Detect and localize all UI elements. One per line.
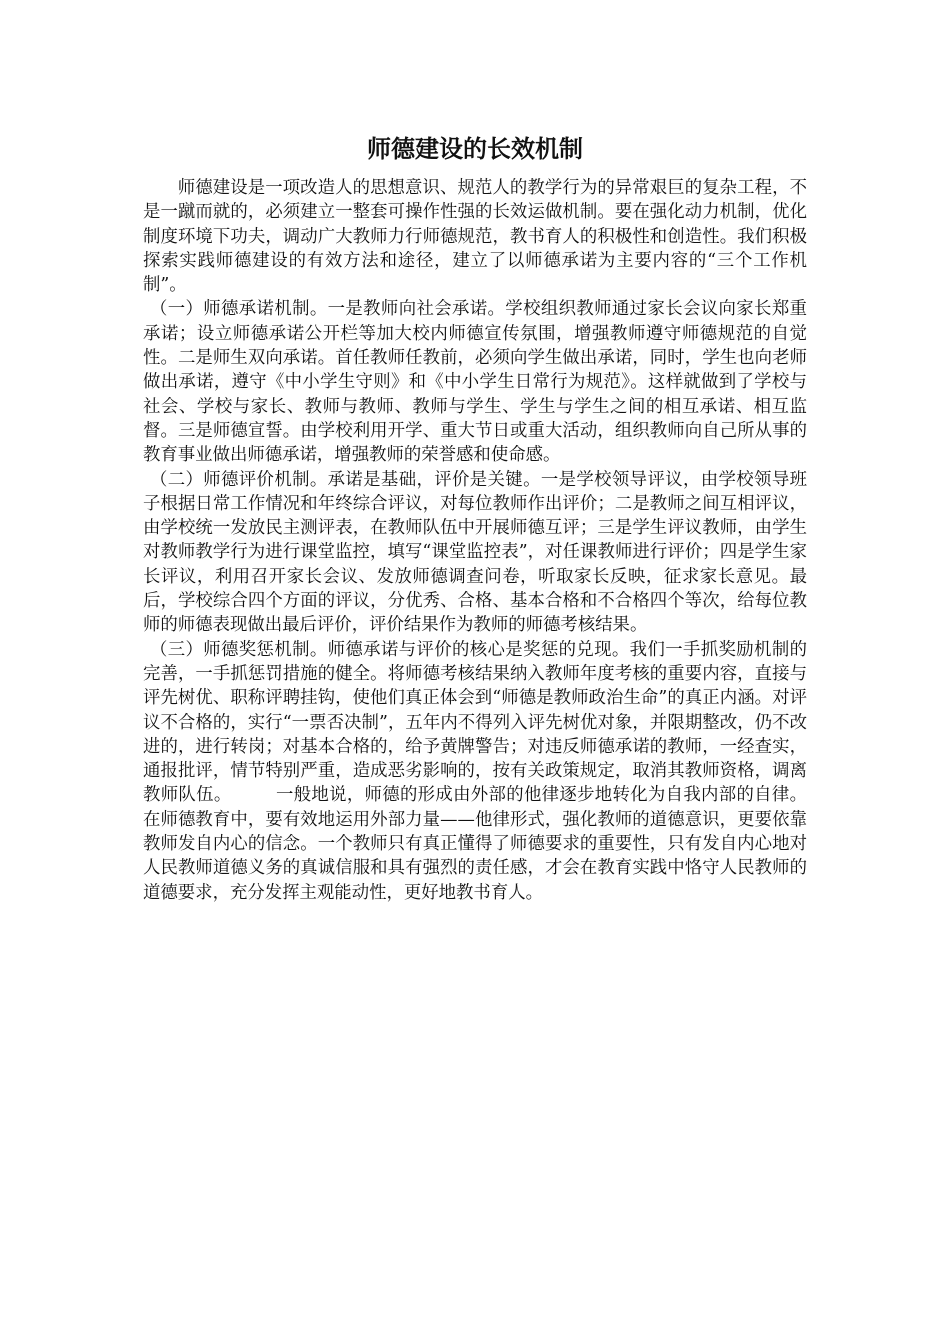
document-title: 师德建设的长效机制 [367, 135, 583, 163]
document-body [143, 128, 807, 905]
reward-punishment-mechanism-paragraph: （三）师德奖惩机制。师德承诺与评价的核心是奖惩的兑现。我们一手抓奖励机制的完善，一手抓惩罚措施的健全。将师德考核结果纳入教师年度考核的重要内容，直接与评先树优、职称评聘挂钩，使他们真正体会到“师德是教师政治生命”的真正内涵。对评议不合格的，实行“一票否决制”，五年内不得列入评先树优对象，并限期整改，仍不改进的，进行转岗；对基本合格的，给予黄牌警告；对违反师德承诺的教师，一经查实，通报批评，情节特别严重，造成恶劣影响的，按有关政策规定，取消其教师资格，调离教师队伍。 一般地说，师德的形成由外部的他律逐步地转化为自我内部的自律。在师德教育中，要有效地运用外部力量——他律形式，强化教师的道德意识，更要依靠教师发自内心的信念。一个教师只有真正懂得了师德要求的重要性，只有发自内心地对人民教师道德义务的真诚信服和具有强烈的责任感，才会在教育实践中恪守人民教师的道德要求，充分发挥主观能动性，更好地教书育人。 [143, 639, 807, 903]
evaluation-mechanism-paragraph: （二）师德评价机制。承诺是基础，评价是关键。一是学校领导评议，由学校领导班子根据日常工作情况和年终综合评议，对每位教师作出评价；二是教师之间互相评议，由学校统一发放民主测评表，在教师队伍中开展师德互评；三是学生评议教师，由学生对教师教学行为进行课堂监控，填写“课堂监控表”，对任课教师进行评价；四是学生家长评议，利用召开家长会议、发放师德调查问卷，听取家长反映，征求家长意见。最后，学校综合四个方面的评议，分优秀、合格、基本合格和不合格四个等次，给每位教师的师德表现做出最后评价，评价结果作为教师的师德考核结果。 [143, 469, 807, 636]
commitment-mechanism-paragraph: （一）师德承诺机制。一是教师向社会承诺。学校组织教师通过家长会议向家长郑重承诺；设立师德承诺公开栏等加大校内师德宣传氛围，增强教师遵守师德规范的自觉性。二是师生双向承诺。首任教师任教前，必须向学生做出承诺，同时，学生也向老师做出承诺，遵守《中小学生守则》和《中小学生日常行为规范》。这样就做到了学校与社会、学校与家长、教师与教师、教师与学生、学生与学生之间的相互承诺、相互监督。三是师德宣誓。由学校利用开学、重大节日或重大活动，组织教师向自己所从事的教育事业做出师德承诺，增强教师的荣誉感和使命感。 [143, 299, 807, 466]
intro-paragraph: 师德建设是一项改造人的思想意识、规范人的教学行为的异常艰巨的复杂工程，不是一蹴而就的，必须建立一整套可操作性强的长效运做机制。要在强化动力机制，优化制度环境下功夫，调动广大教师力行师德规范，教书育人的积极性和创造性。我们积极探索实践师德建设的有效方法和途径，建立了以师德承诺为主要内容的“三个工作机制”。 [143, 178, 807, 296]
